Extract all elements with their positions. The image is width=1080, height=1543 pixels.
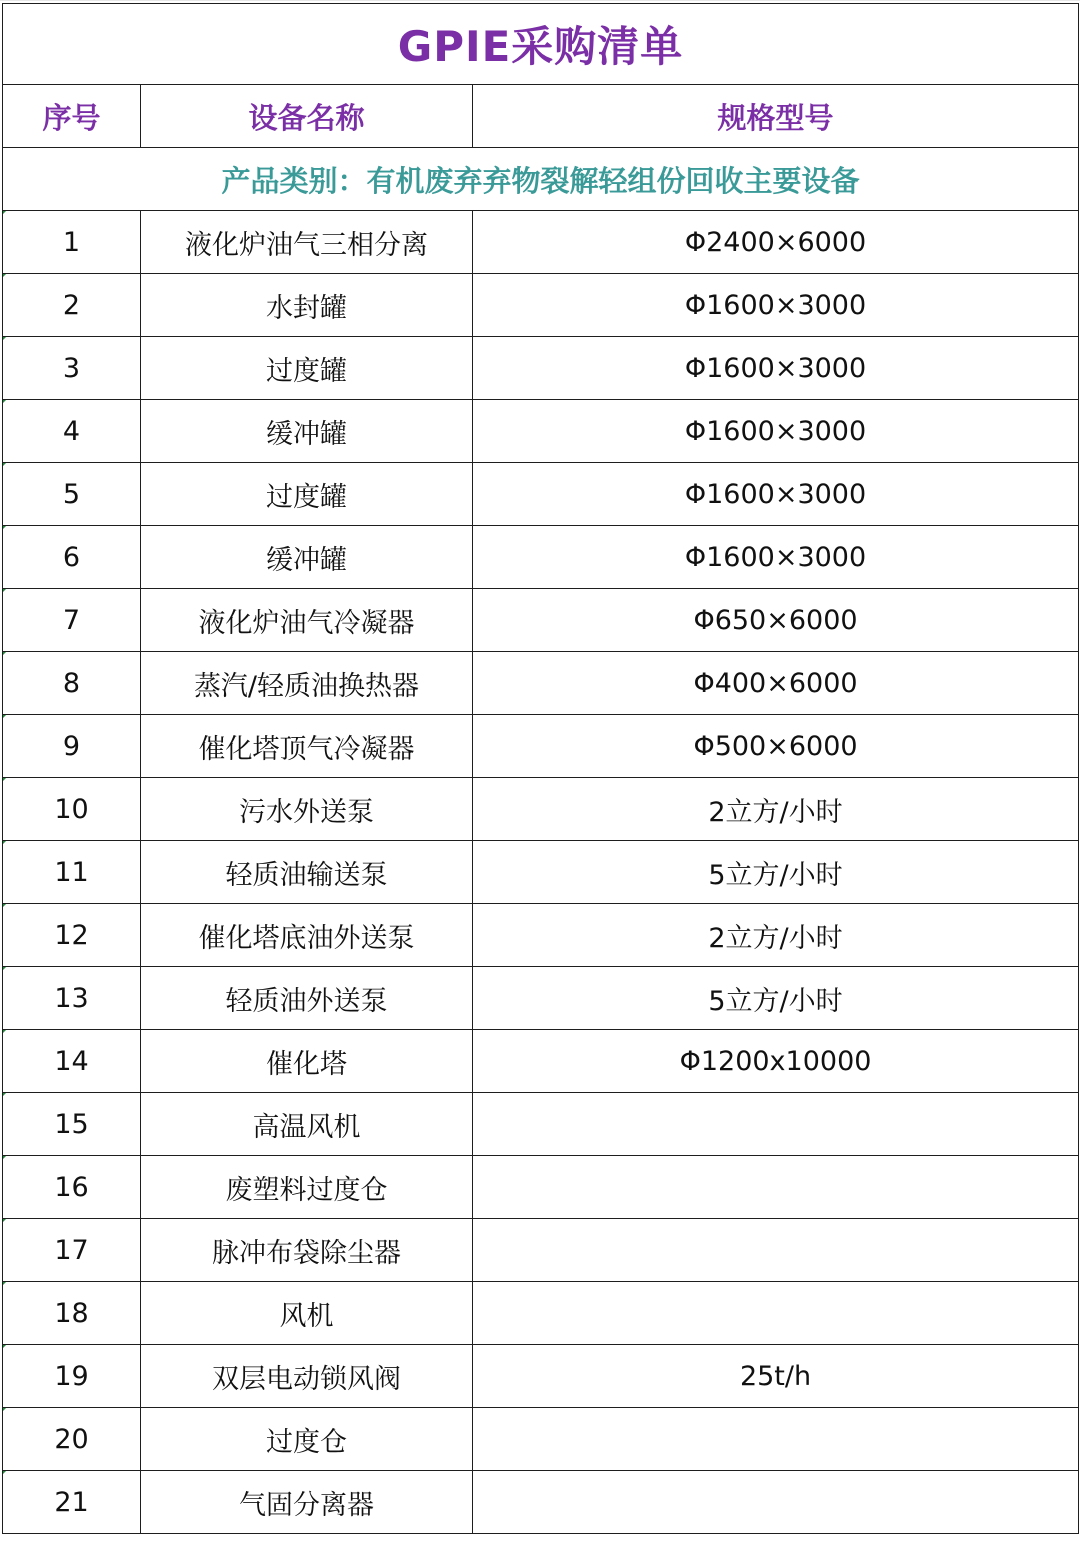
table-row bbox=[3, 1282, 1079, 1345]
cell-spec: Φ2400×6000 bbox=[473, 211, 1079, 274]
cell-equipment-name: 过度仓 bbox=[141, 1408, 473, 1471]
cell-spec: Φ400×6000 bbox=[473, 652, 1079, 715]
header-row bbox=[3, 85, 1079, 148]
cell-equipment-name: 轻质油外送泵 bbox=[141, 967, 473, 1030]
cell-equipment-name: 高温风机 bbox=[141, 1093, 473, 1156]
cell-seq: 20 bbox=[3, 1408, 141, 1471]
table-title: GPIE采购清单 bbox=[3, 4, 1079, 85]
cell-seq: 6 bbox=[3, 526, 141, 589]
cell-equipment-name: 双层电动锁风阀 bbox=[141, 1345, 473, 1408]
cell-spec: 2立方/小时 bbox=[473, 904, 1079, 967]
header-seq: 序号 bbox=[3, 85, 141, 148]
table-row bbox=[3, 274, 1079, 337]
cell-spec bbox=[473, 1408, 1079, 1471]
cell-seq: 15 bbox=[3, 1093, 141, 1156]
table-row bbox=[3, 904, 1079, 967]
table-row bbox=[3, 400, 1079, 463]
cell-seq: 19 bbox=[3, 1345, 141, 1408]
cell-equipment-name: 风机 bbox=[141, 1282, 473, 1345]
cell-spec: Φ1600×3000 bbox=[473, 400, 1079, 463]
cell-seq: 21 bbox=[3, 1471, 141, 1534]
cell-equipment-name: 催化塔顶气冷凝器 bbox=[141, 715, 473, 778]
cell-spec: Φ1600×3000 bbox=[473, 337, 1079, 400]
cell-spec: 5立方/小时 bbox=[473, 841, 1079, 904]
cell-equipment-name: 废塑料过度仓 bbox=[141, 1156, 473, 1219]
cell-spec: Φ500×6000 bbox=[473, 715, 1079, 778]
cell-seq: 16 bbox=[3, 1156, 141, 1219]
header-spec: 规格型号 bbox=[473, 85, 1079, 148]
table-row bbox=[3, 778, 1079, 841]
cell-spec: 5立方/小时 bbox=[473, 967, 1079, 1030]
cell-equipment-name: 污水外送泵 bbox=[141, 778, 473, 841]
cell-seq: 9 bbox=[3, 715, 141, 778]
table-row bbox=[3, 715, 1079, 778]
cell-spec: Φ650×6000 bbox=[473, 589, 1079, 652]
cell-seq: 18 bbox=[3, 1282, 141, 1345]
cell-seq: 17 bbox=[3, 1219, 141, 1282]
cell-equipment-name: 水封罐 bbox=[141, 274, 473, 337]
table-row bbox=[3, 841, 1079, 904]
cell-seq: 8 bbox=[3, 652, 141, 715]
table-row bbox=[3, 1030, 1079, 1093]
cell-seq: 4 bbox=[3, 400, 141, 463]
table-row bbox=[3, 967, 1079, 1030]
cell-equipment-name: 缓冲罐 bbox=[141, 526, 473, 589]
procurement-table bbox=[2, 3, 1079, 1534]
cell-seq: 7 bbox=[3, 589, 141, 652]
table-row bbox=[3, 1093, 1079, 1156]
cell-equipment-name: 气固分离器 bbox=[141, 1471, 473, 1534]
table-row bbox=[3, 1219, 1079, 1282]
table-row bbox=[3, 652, 1079, 715]
cell-spec: Φ1600×3000 bbox=[473, 526, 1079, 589]
cell-seq: 11 bbox=[3, 841, 141, 904]
cell-spec bbox=[473, 1219, 1079, 1282]
cell-equipment-name: 缓冲罐 bbox=[141, 400, 473, 463]
cell-seq: 2 bbox=[3, 274, 141, 337]
table-row bbox=[3, 589, 1079, 652]
cell-equipment-name: 过度罐 bbox=[141, 463, 473, 526]
table-row bbox=[3, 1345, 1079, 1408]
cell-seq: 1 bbox=[3, 211, 141, 274]
cell-equipment-name: 过度罐 bbox=[141, 337, 473, 400]
category-label: 产品类别：有机废弃弃物裂解轻组份回收主要设备 bbox=[3, 148, 1079, 211]
table-row bbox=[3, 1471, 1079, 1534]
category-row bbox=[3, 148, 1079, 211]
cell-spec: 25t/h bbox=[473, 1345, 1079, 1408]
cell-equipment-name: 液化炉油气三相分离 bbox=[141, 211, 473, 274]
table-row bbox=[3, 526, 1079, 589]
cell-spec bbox=[473, 1156, 1079, 1219]
cell-equipment-name: 液化炉油气冷凝器 bbox=[141, 589, 473, 652]
cell-seq: 10 bbox=[3, 778, 141, 841]
table-row bbox=[3, 463, 1079, 526]
top-rule bbox=[0, 0, 1080, 1]
cell-equipment-name: 催化塔底油外送泵 bbox=[141, 904, 473, 967]
table-row bbox=[3, 1156, 1079, 1219]
cell-spec bbox=[473, 1471, 1079, 1534]
cell-seq: 3 bbox=[3, 337, 141, 400]
cell-equipment-name: 轻质油输送泵 bbox=[141, 841, 473, 904]
cell-spec: Φ1200x10000 bbox=[473, 1030, 1079, 1093]
cell-seq: 14 bbox=[3, 1030, 141, 1093]
header-name: 设备名称 bbox=[141, 85, 473, 148]
cell-seq: 12 bbox=[3, 904, 141, 967]
cell-seq: 13 bbox=[3, 967, 141, 1030]
title-row bbox=[3, 4, 1079, 85]
cell-spec: 2立方/小时 bbox=[473, 778, 1079, 841]
cell-spec: Φ1600×3000 bbox=[473, 274, 1079, 337]
cell-spec bbox=[473, 1282, 1079, 1345]
table-row bbox=[3, 337, 1079, 400]
table-row bbox=[3, 211, 1079, 274]
cell-equipment-name: 脉冲布袋除尘器 bbox=[141, 1219, 473, 1282]
cell-seq: 5 bbox=[3, 463, 141, 526]
cell-equipment-name: 催化塔 bbox=[141, 1030, 473, 1093]
cell-equipment-name: 蒸汽/轻质油换热器 bbox=[141, 652, 473, 715]
cell-spec bbox=[473, 1093, 1079, 1156]
cell-spec: Φ1600×3000 bbox=[473, 463, 1079, 526]
table-row bbox=[3, 1408, 1079, 1471]
